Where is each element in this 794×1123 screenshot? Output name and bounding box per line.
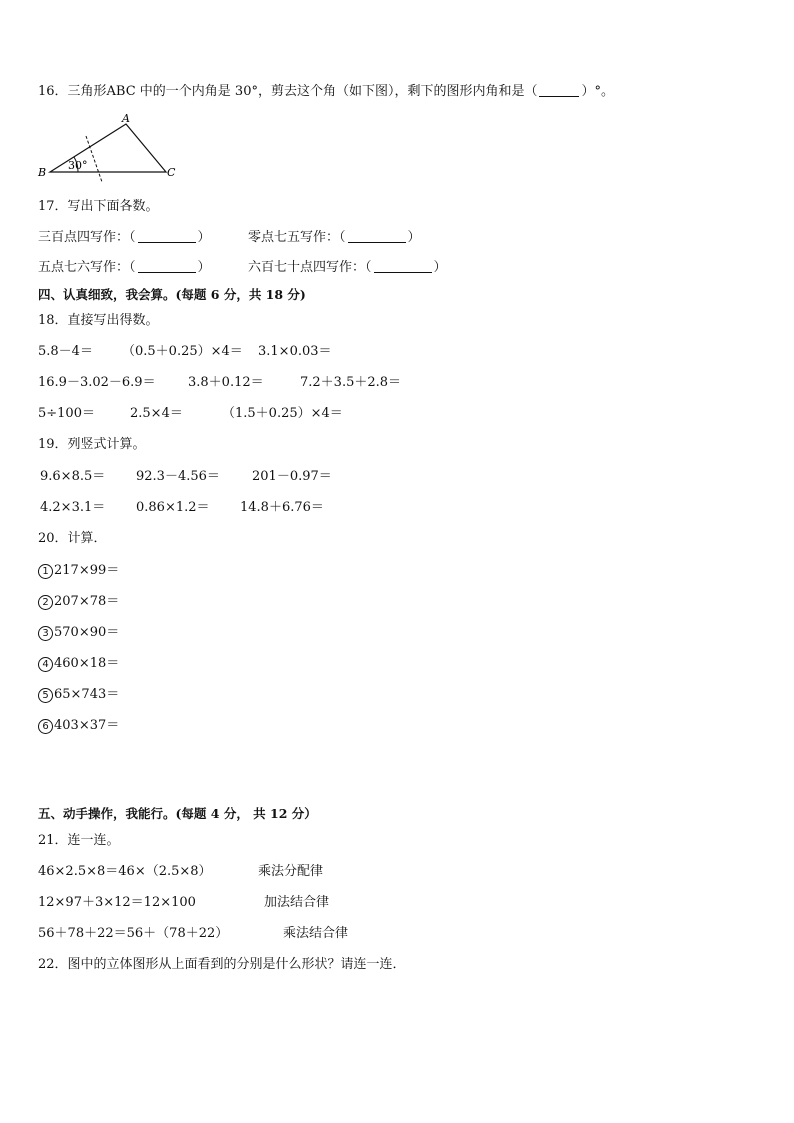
q17-blank-3[interactable] <box>138 260 196 273</box>
circled-number: 3 <box>38 626 53 641</box>
section-5-heading: 五、动手操作，我能行。(每题 4 分， 共 12 分） <box>38 806 317 821</box>
label-b: B <box>38 166 47 179</box>
circled-number: 5 <box>38 688 53 703</box>
q21-right-item[interactable]: 乘法分配律 <box>258 864 324 879</box>
q20-item: 2 207×78＝ <box>38 594 119 610</box>
circled-number: 1 <box>38 564 53 579</box>
q20-title: 20．计算． <box>38 531 107 546</box>
q21-right-item[interactable]: 乘法结合律 <box>283 926 349 941</box>
q18-expr: （0.5＋0.25）×4＝ <box>122 344 243 359</box>
q19-expr: 201－0.97＝ <box>252 469 332 484</box>
cut-line <box>86 136 102 182</box>
q19-expr: 92.3－4.56＝ <box>136 469 220 484</box>
q21-right-item[interactable]: 加法结合律 <box>264 895 330 910</box>
section-4-heading: 四、认真细致，我会算。(每题 6 分，共 18 分) <box>38 287 306 302</box>
circled-number: 6 <box>38 719 53 734</box>
circled-number: 4 <box>38 657 53 672</box>
q17-title: 17．写出下面各数。 <box>38 199 159 214</box>
q22-title: 22．图中的立体图形从上面看到的分别是什么形状？请连一连． <box>38 957 406 972</box>
q19-title: 19．列竖式计算。 <box>38 437 146 452</box>
q17-blank-1[interactable] <box>138 230 196 243</box>
angle-label: 30° <box>68 159 88 172</box>
label-a: A <box>122 112 130 125</box>
q18-expr: 3.8＋0.12＝ <box>188 375 264 390</box>
q19-expr: 4.2×3.1＝ <box>40 500 106 515</box>
q18-expr: 16.9－3.02－6.9＝ <box>38 375 156 390</box>
q19-expr: 0.86×1.2＝ <box>136 500 210 515</box>
q21-title: 21．连一连。 <box>38 833 120 848</box>
q20-item: 5 65×743＝ <box>38 687 119 703</box>
q17-blank-4[interactable] <box>374 260 432 273</box>
q17-item-3: 五点七六写作：（ ） <box>38 260 211 275</box>
q21-left-item[interactable]: 56＋78＋22＝56＋（78＋22） <box>38 926 229 941</box>
q18-expr: 5.8－4＝ <box>38 344 93 359</box>
label-c: C <box>167 166 176 179</box>
q17-blank-2[interactable] <box>348 230 406 243</box>
q19-expr: 14.8＋6.76＝ <box>240 500 324 515</box>
q20-item: 3 570×90＝ <box>38 625 119 641</box>
q18-expr: 7.2＋3.5＋2.8＝ <box>300 375 402 390</box>
q16-question: 16．三角形ABC 中的一个内角是 30°，剪去这个角（如下图），剩下的图形内角和是（ ）°。 <box>38 84 614 99</box>
triangle-figure <box>36 112 186 182</box>
q19-expr: 9.6×8.5＝ <box>40 469 106 484</box>
circled-number: 2 <box>38 595 53 610</box>
q18-title: 18．直接写出得数。 <box>38 313 159 328</box>
q20-item: 1 217×99＝ <box>38 563 119 579</box>
q18-expr: 3.1×0.03＝ <box>258 344 332 359</box>
q20-item: 4 460×18＝ <box>38 656 119 672</box>
q20-item: 6 403×37＝ <box>38 718 119 734</box>
q21-left-item[interactable]: 46×2.5×8＝46×（2.5×8） <box>38 864 212 879</box>
q17-item-4: 六百七十点四写作：（ ） <box>248 260 447 275</box>
q18-expr: 5÷100＝ <box>38 406 95 421</box>
q21-left-item[interactable]: 12×97＋3×12＝12×100 <box>38 895 196 910</box>
q16-answer-blank[interactable] <box>539 84 579 97</box>
q17-item-1: 三百点四写作：（ ） <box>38 230 211 245</box>
q17-item-2: 零点七五写作：（ ） <box>248 230 421 245</box>
q18-expr: 2.5×4＝ <box>130 406 183 421</box>
q18-expr: （1.5＋0.25）×4＝ <box>222 406 343 421</box>
